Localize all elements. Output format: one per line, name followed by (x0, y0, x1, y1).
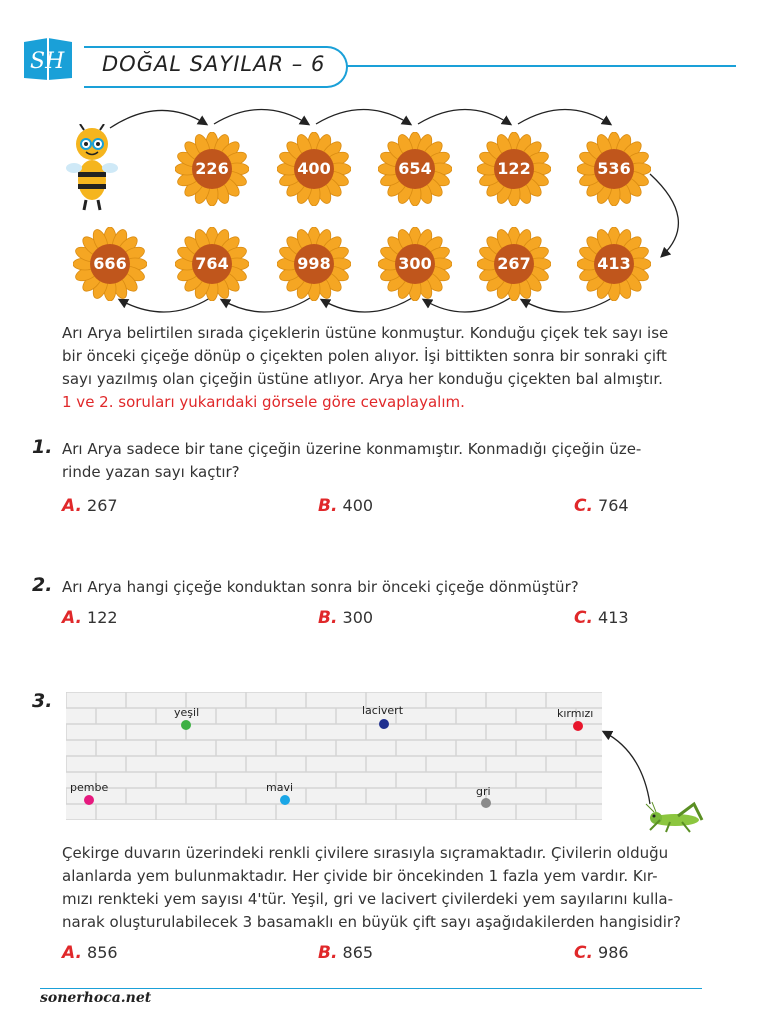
sunflower-number: 998 (297, 254, 331, 273)
sunflower (175, 227, 249, 301)
q1-option-b[interactable] (318, 496, 373, 516)
nail-lacivert (379, 719, 389, 729)
option-value: 400 (342, 496, 374, 515)
nail-label-lacivert: lacivert (362, 704, 404, 717)
question-3-number: 3. (32, 690, 53, 712)
logo-text: SH (30, 49, 65, 74)
q3-option-c[interactable] (574, 943, 629, 963)
q1-option-a[interactable] (62, 496, 118, 516)
option-value: 856 (87, 943, 118, 962)
option-letter: C. (574, 943, 593, 963)
sunflower (577, 132, 651, 206)
sunflower (277, 132, 351, 206)
sunflower-number: 400 (297, 159, 331, 178)
nail-label-mavi: mavi (266, 781, 294, 794)
footer-site[interactable]: sonerhoca.net (40, 990, 152, 1006)
q1-option-c[interactable] (574, 496, 629, 516)
sunflower-number: 654 (398, 159, 432, 178)
option-letter: A. (62, 496, 82, 516)
question-3-line-1: Çekirge duvarın üzerindeki renkli çivilere sırasıyla sıçramaktadır. Çivilerin olduğu (62, 844, 669, 862)
option-letter: A. (62, 608, 82, 628)
option-value: 300 (342, 608, 374, 627)
sunflower (477, 227, 551, 301)
sunflower (378, 227, 452, 301)
q2-option-b[interactable] (318, 608, 373, 628)
option-value: 122 (87, 608, 118, 627)
question-3-line-2: alanlarda yem bulunmaktadır. Her çivide bir öncekinden 1 fazla yem vardır. Kır- (62, 867, 658, 885)
nail-yesil (181, 720, 191, 730)
nail-gri (481, 798, 491, 808)
sunflower (277, 227, 351, 301)
q2-option-c[interactable] (574, 608, 629, 628)
question-1-number: 1. (32, 436, 53, 458)
sunflower-number: 226 (195, 159, 229, 178)
question-3-line-4: narak oluşturulabilecek 3 basamaklı en büyük çift sayı aşağıdakilerden hangisidir? (62, 913, 681, 931)
option-letter: B. (318, 496, 338, 516)
option-letter: B. (318, 608, 338, 628)
sunflower-number: 666 (93, 254, 127, 273)
brick-wall (66, 692, 602, 820)
nail-label-pembe: pembe (70, 781, 109, 794)
question-2-text: Arı Arya hangi çiçeğe konduktan sonra bir önceki çiçeğe dönmüştür? (62, 578, 579, 596)
option-letter: C. (574, 608, 593, 628)
sunflower-number: 267 (497, 254, 531, 273)
option-letter: C. (574, 496, 593, 516)
option-value: 267 (87, 496, 118, 515)
question-1-line-2: rinde yazan sayı kaçtır? (62, 463, 240, 481)
option-value: 413 (598, 608, 629, 627)
sunflower-number: 413 (597, 254, 631, 273)
sunflower-number: 122 (497, 159, 531, 178)
intro-note: 1 ve 2. soruları yukarıdaki görsele göre cevaplayalım. (62, 393, 465, 411)
option-value: 986 (598, 943, 629, 962)
sunflower (175, 132, 249, 206)
option-value: 865 (342, 943, 374, 962)
sunflower-number: 764 (195, 254, 229, 273)
nail-label-kirmizi: kırmızı (557, 707, 594, 720)
sunflower (378, 132, 452, 206)
intro-line-2: bir önceki çiçeğe dönüp o çiçekten polen alıyor. İşi bittikten sonra bir sonraki çift (62, 347, 667, 365)
intro-line-3: sayı yazılmış olan çiçeğin üstüne atlıyor. Arya her konduğu çiçekten bal almıştır. (62, 370, 663, 388)
question-2-number: 2. (32, 574, 53, 596)
option-value: 764 (598, 496, 629, 515)
sunflower (477, 132, 551, 206)
grasshopper-illustration (590, 724, 710, 836)
question-1-line-1: Arı Arya sadece bir tane çiçeğin üzerine konmamıştır. Konmadığı çiçeğin üze- (62, 440, 642, 458)
q3-option-b[interactable] (318, 943, 373, 963)
nail-mavi (280, 795, 290, 805)
nail-label-gri: gri (476, 785, 491, 798)
sunflower (73, 227, 147, 301)
question-3-line-3: mızı renkteki yem sayısı 4'tür. Yeşil, gri ve lacivert çivilerdeki yem sayılarını kulla- (62, 890, 674, 908)
sunflower (577, 227, 651, 301)
q2-option-a[interactable] (62, 608, 118, 628)
option-letter: B. (318, 943, 338, 963)
sunflower-number: 536 (597, 159, 631, 178)
intro-line-1: Arı Arya belirtilen sırada çiçeklerin üstüne konmuştur. Konduğu çiçek tek sayı ise (62, 324, 669, 342)
page-title: DOĞAL SAYILAR – 6 (102, 52, 326, 76)
nail-pembe (84, 795, 94, 805)
sunflower-number: 300 (398, 254, 432, 273)
nail-label-yesil: yeşil (174, 706, 200, 719)
q3-option-a[interactable] (62, 943, 118, 963)
nail-kirmizi (573, 721, 583, 731)
footer-rule (40, 988, 702, 989)
option-letter: A. (62, 943, 82, 963)
